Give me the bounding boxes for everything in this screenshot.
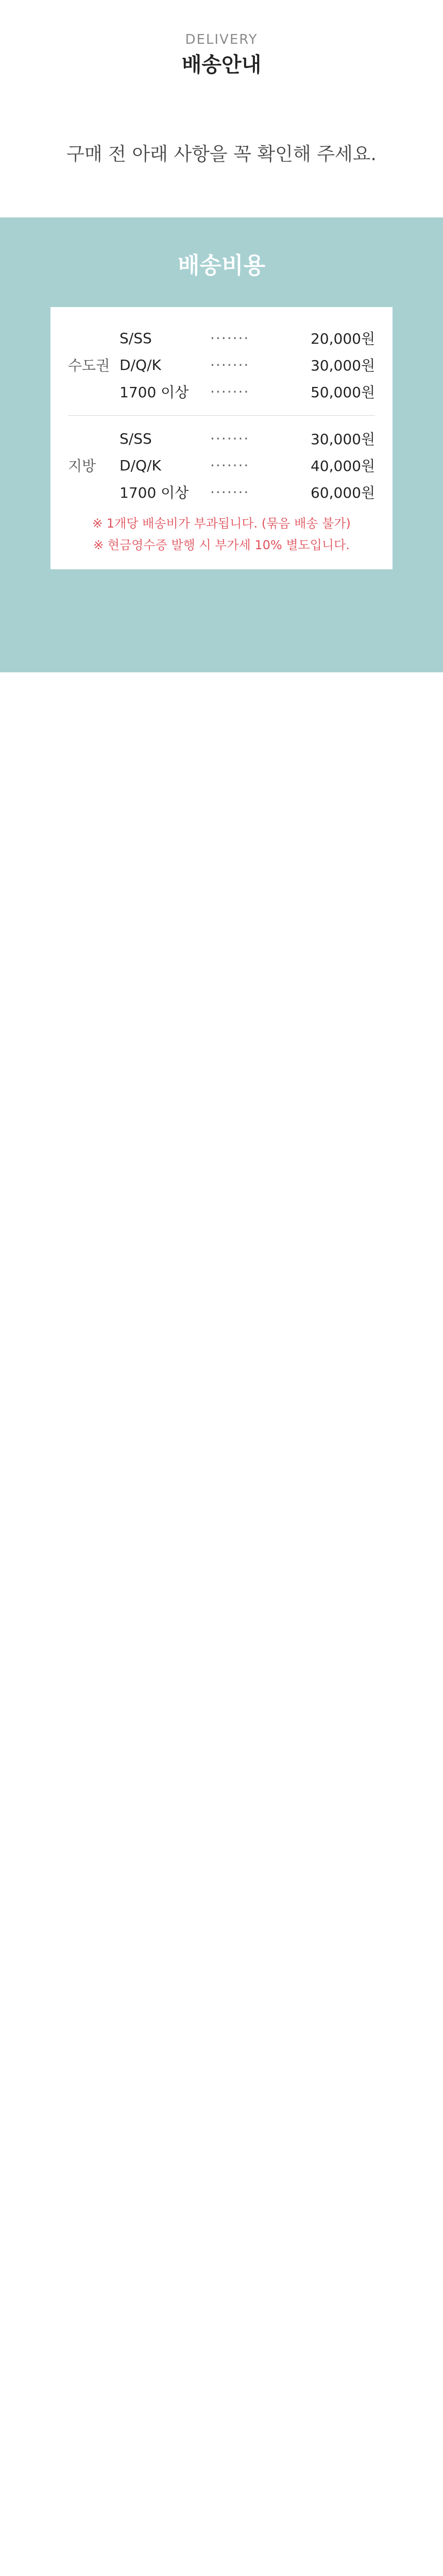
shipping-fee-title: 배송비용 <box>177 252 265 279</box>
warning-vat: ※ 현금영수증 발행 시 부가세 10% 별도입니다. <box>93 538 350 552</box>
delivery-info-page <box>0 0 443 672</box>
size-label: D/Q/K <box>120 356 161 374</box>
fee-row <box>120 452 375 479</box>
fee-group-capital-area <box>68 319 375 410</box>
header-eyebrow: DELIVERY <box>185 32 258 47</box>
price-value: 60,000원 <box>310 484 375 501</box>
price-value: 20,000원 <box>310 330 375 347</box>
shipping-fee-card <box>50 307 393 569</box>
shipping-fee-section <box>0 217 443 672</box>
size-label: D/Q/K <box>120 456 161 474</box>
price-value: 30,000원 <box>310 431 375 448</box>
region-label: 수도권 <box>68 357 110 374</box>
page-title: 배송안내 <box>181 53 262 77</box>
fee-row <box>120 479 375 505</box>
dot-leader: ······· <box>210 456 250 474</box>
price-value: 50,000원 <box>310 384 375 401</box>
fee-row <box>120 378 375 405</box>
size-label: 1700 이상 <box>120 484 189 501</box>
dot-leader: ······· <box>210 383 250 400</box>
dot-leader: ······· <box>210 483 250 501</box>
fee-row <box>120 325 375 351</box>
region-label: 지방 <box>68 457 96 474</box>
fee-row <box>120 425 375 452</box>
size-label: S/SS <box>120 329 152 347</box>
price-value: 30,000원 <box>310 357 375 374</box>
page-header <box>0 0 443 93</box>
dot-leader: ······· <box>210 356 250 374</box>
size-label: S/SS <box>120 430 152 447</box>
dot-leader: ······· <box>210 329 250 347</box>
fee-group-provinces <box>68 415 375 511</box>
fee-row <box>120 351 375 378</box>
dot-leader: ······· <box>210 430 250 447</box>
warning-per-item-fee: ※ 1개당 배송비가 부과됩니다. (묶음 배송 불가) <box>92 516 351 531</box>
purchase-notice: 구매 전 아래 사항을 꼭 확인해 주세요. <box>66 144 377 165</box>
price-value: 40,000원 <box>310 457 375 474</box>
size-label: 1700 이상 <box>120 384 189 401</box>
